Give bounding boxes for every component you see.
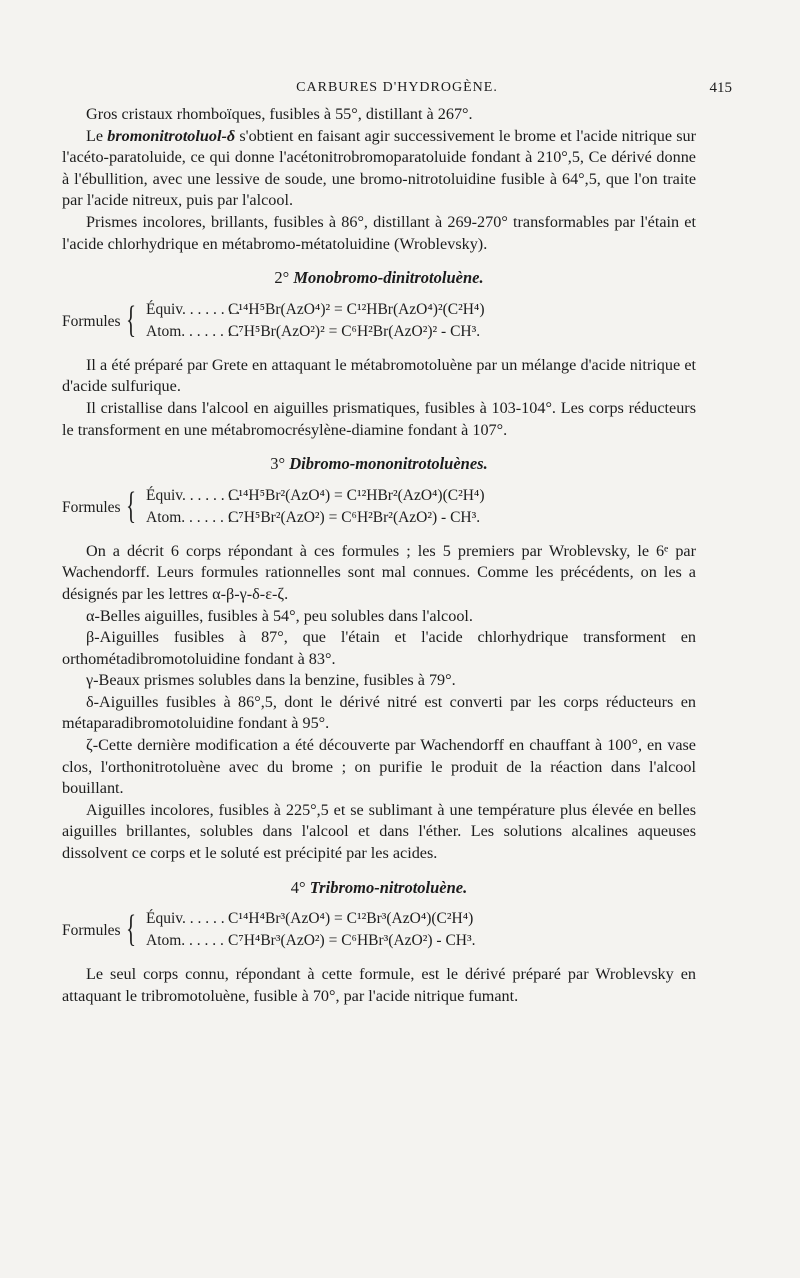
paragraph: Il cristallise dans l'alcool en aiguilles prismatiques, fusibles à 103-104°. Les corps réducteurs le transforment en une métabromocrésylène-diamine fondant à 107°. xyxy=(62,398,696,439)
equiv-formula: C¹⁴H⁵Br²(AzO⁴) = C¹²HBr²(AzO⁴)(C²H⁴) xyxy=(228,486,485,504)
section-number: 3° xyxy=(270,454,290,474)
atom-label: Atom. . . . . . . . xyxy=(146,322,240,340)
section-heading xyxy=(62,877,696,899)
paragraph: δ-Aiguilles fusibles à 86°,5, dont le dérivé nitré est converti par les corps réducteurs en métaparadibromotoluidine fondant à 95°. xyxy=(62,692,696,733)
paragraph: Prismes incolores, brillants, fusibles à 86°, distillant à 269-270° transformables par l'étain et l'acide chlorhydrique en métabromo-métatoluidine (Wroblevsky). xyxy=(62,212,696,253)
section-number: 2° xyxy=(274,268,294,288)
equiv-label: Équiv. . . . . . xyxy=(146,910,225,928)
formula-label: Formules xyxy=(62,922,121,940)
formula-label: Formules xyxy=(62,498,121,516)
section-number: 4° xyxy=(290,877,310,897)
equiv-formula: C¹⁴H⁵Br(AzO⁴)² = C¹²HBr(AzO⁴)²(C²H⁴) xyxy=(228,300,485,318)
atom-label: Atom. . . . . . xyxy=(146,932,224,950)
formula-label: Formules xyxy=(62,312,121,330)
paragraph: Gros cristaux rhomboïques, fusibles à 55°, distillant à 267°. xyxy=(86,105,473,123)
paragraph: Il a été préparé par Grete en attaquant le métabromotoluène par un mélange d'acide nitrique et d'acide sulfurique. xyxy=(62,355,696,396)
equiv-label: Équiv. . . . . . . . xyxy=(146,486,241,504)
paragraph: Aiguilles incolores, fusibles à 225°,5 et se sublimant à une température plus élevée en belles aiguilles brillantes, solubles dans l'alcool et dans l'éther. Les solutions alcalines aqueuses dissolvent ce corps et le soluté est précipité par les acides. xyxy=(62,800,696,863)
paragraph: On a décrit 6 corps répondant à ces formules ; les 5 premiers par Wroblevsky, le 6ᵉ par Wachendorff. Leurs formules rationnelles sont mal connues. Comme les précédents, on les a désignés par les lettres α-β-γ-δ-ε-ζ. xyxy=(62,541,696,603)
paragraph-text: s'obtient en faisant agir successivement le brome et l'acide nitrique sur l'acéto-paratoluide, ce qui donne l'acétonitrobromoparatoluide fondant à 210°,5, Ce dérivé donne à l'ébullition, avec une lessive de soude, une bromo-nitrotoluidine fusible à 64°,5, que l'on traite par l'acide nitreux, puis par l'alcool. xyxy=(62,126,696,210)
section-title: Dibromo-mononitrotoluènes. xyxy=(289,454,488,474)
atom-label: Atom. . . . . . . . xyxy=(146,508,240,526)
paragraph: β-Aiguilles fusibles à 87°, que l'étain et l'acide chlorhydrique transforment en orthométadibromotoluidine fondant à 83°. xyxy=(62,628,696,668)
section-heading xyxy=(62,453,696,475)
running-header xyxy=(62,80,732,100)
equiv-label: Équiv. . . . . . . . xyxy=(146,300,241,318)
paragraph: Le seul corps connu, répondant à cette formule, est le dérivé préparé par Wroblevsky en attaquant le tribromotoluène, fusible à 70°, par l'acide nitrique fumant. xyxy=(62,965,696,1005)
paragraph: γ-Beaux prismes solubles dans la benzine, fusibles à 79°. xyxy=(86,671,456,690)
atom-formula: C⁷H⁴Br³(AzO²) = C⁶HBr³(AzO²) - CH³. xyxy=(228,932,476,950)
paragraph: ζ-Cette dernière modification a été découverte par Wachendorff en chauffant à 100°, en vase clos, l'orthonitrotoluène avec du brome ; on purifie le produit de la réaction dans l'alcool bouillant. xyxy=(62,736,696,798)
page-number: 415 xyxy=(709,80,732,96)
equiv-formula: C¹⁴H⁴Br³(AzO⁴) = C¹²Br³(AzO⁴)(C²H⁴) xyxy=(228,910,474,928)
paragraph: α-Belles aiguilles, fusibles à 54°, peu solubles dans l'alcool. xyxy=(86,606,473,625)
section-title: Tribromo-nitrotoluène. xyxy=(309,877,468,897)
formula-block xyxy=(62,299,696,345)
atom-formula: C⁷H⁵Br²(AzO²) = C⁶H²Br²(AzO²) - CH³. xyxy=(228,508,481,526)
section-title: Monobromo-dinitrotoluène. xyxy=(293,268,484,288)
page-body xyxy=(62,104,696,1007)
compound-name: bromonitrotoluol-δ xyxy=(107,126,236,145)
paragraph xyxy=(62,126,696,212)
atom-formula: C⁷H⁵Br(AzO²)² = C⁶H²Br(AzO²)² - CH³. xyxy=(228,322,481,340)
brace-symbol: { xyxy=(126,298,137,341)
section-heading xyxy=(62,267,696,289)
formula-block xyxy=(62,485,696,531)
formula-block xyxy=(62,908,696,954)
running-title: CARBURES D'HYDROGÈNE. xyxy=(296,80,498,95)
paragraph-lead: Le xyxy=(86,126,108,145)
brace-symbol: { xyxy=(126,908,137,951)
brace-symbol: { xyxy=(126,484,137,527)
